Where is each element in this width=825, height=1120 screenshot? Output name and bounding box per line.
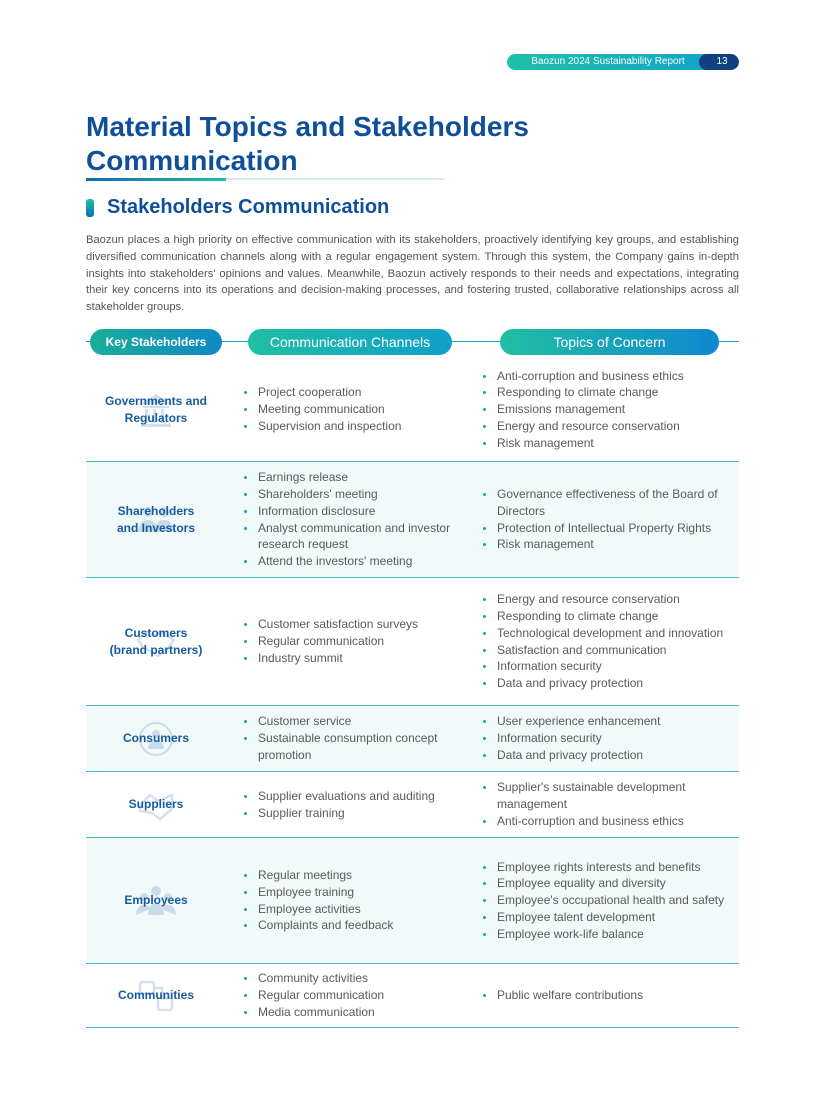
list-item: Supplier training [242,805,471,822]
table-row [86,578,739,706]
list-item: Information disclosure [242,503,471,520]
topics-of-concern [471,713,739,763]
list-item: Employee rights interests and benefits [481,859,739,876]
stakeholder-name: Employees [86,838,226,963]
table-row [86,964,739,1028]
list-item: Analyst communication and investor research request [242,520,471,553]
list-item: Technological development and innovation [481,625,739,642]
list-item: Protection of Intellectual Property Rights [481,520,739,537]
topics-of-concern [471,779,739,829]
intro-paragraph: Baozun places a high priority on effective communication with its stakeholders, proactively identifying key groups, and establishing diversified communication channels along with a regular engagement system. Through this system, the Company gains in-depth insights into stakeholders' opinions and values. Meanwhile, Baozun actively responds to their needs and expectations, integrating their key concerns into its operations and decision-making processes, and fostering trusted, collaborative relationships across all stakeholder groups. [86,234,739,314]
stakeholder-name: Consumers [86,706,226,771]
list-item: Employee activities [242,901,471,918]
list-item: Meeting communication [242,401,471,418]
list-item: Earnings release [242,469,471,486]
list-item: Data and privacy protection [481,675,739,692]
stakeholder-name: Communities [86,964,226,1027]
list-item: Regular communication [242,987,471,1004]
communication-channels [226,469,471,569]
list-item: Responding to climate change [481,384,739,401]
report-header-pill [507,54,739,70]
list-item: Information security [481,658,739,675]
stakeholder-table [86,358,739,1028]
list-item: Customer service [242,713,471,730]
table-row [86,462,739,578]
topics-of-concern [471,591,739,691]
list-item: Public welfare contributions [481,987,739,1004]
communication-channels [226,384,471,434]
list-item: Anti-corruption and business ethics [481,813,739,830]
list-item: Customer satisfaction surveys [242,616,471,633]
list-item: Emissions management [481,401,739,418]
list-item: Regular meetings [242,867,471,884]
table-row [86,838,739,964]
list-item: Risk management [481,435,739,452]
list-item: Attend the investors' meeting [242,553,471,570]
title-underline [86,178,444,180]
communication-channels [226,867,471,934]
page-title: Material Topics and Stakeholders Communication [86,111,529,176]
topics-of-concern [471,987,739,1004]
list-item: Industry summit [242,650,471,667]
list-item: Complaints and feedback [242,917,471,934]
list-item: Supplier evaluations and auditing [242,788,471,805]
list-item: Energy and resource conservation [481,418,739,435]
stakeholder-name: Governments and Regulators [86,358,226,461]
stakeholder-name: Suppliers [86,772,226,837]
list-item: Supervision and inspection [242,418,471,435]
list-item: Responding to climate change [481,608,739,625]
list-item: Employee's occupational health and safety [481,892,739,909]
list-item: Employee training [242,884,471,901]
list-item: Regular communication [242,633,471,650]
list-item: Energy and resource conservation [481,591,739,608]
column-header-topics: Topics of Concern [500,329,719,355]
list-item: Media communication [242,1004,471,1021]
list-item: Employee talent development [481,909,739,926]
list-item: Employee work-life balance [481,926,739,943]
stakeholder-name: Shareholders and Investors [86,462,226,577]
communication-channels [226,970,471,1020]
communication-channels [226,616,471,666]
topics-of-concern [471,859,739,943]
list-item: Shareholders' meeting [242,486,471,503]
report-title: Baozun 2024 Sustainability Report [507,54,705,70]
topics-of-concern [471,486,739,553]
list-item: User experience enhancement [481,713,739,730]
section-heading: Stakeholders Communication [86,196,389,219]
list-item: Satisfaction and communication [481,642,739,659]
column-header-stakeholders: Key Stakeholders [90,329,222,355]
list-item: Supplier's sustainable development management [481,779,739,812]
page-number: 13 [705,54,739,70]
stakeholder-name: Customers (brand partners) [86,578,226,705]
list-item: Community activities [242,970,471,987]
table-row [86,358,739,462]
list-item: Risk management [481,536,739,553]
communication-channels [226,788,471,821]
list-item: Project cooperation [242,384,471,401]
section-marker-icon [86,199,94,217]
table-row [86,772,739,838]
list-item: Anti-corruption and business ethics [481,368,739,385]
list-item: Employee equality and diversity [481,875,739,892]
topics-of-concern [471,368,739,452]
column-header-channels: Communication Channels [248,329,452,355]
list-item: Sustainable consumption concept promotion [242,730,471,763]
list-item: Governance effectiveness of the Board of Directors [481,486,739,519]
table-row [86,706,739,772]
list-item: Data and privacy protection [481,747,739,764]
communication-channels [226,713,471,763]
list-item: Information security [481,730,739,747]
